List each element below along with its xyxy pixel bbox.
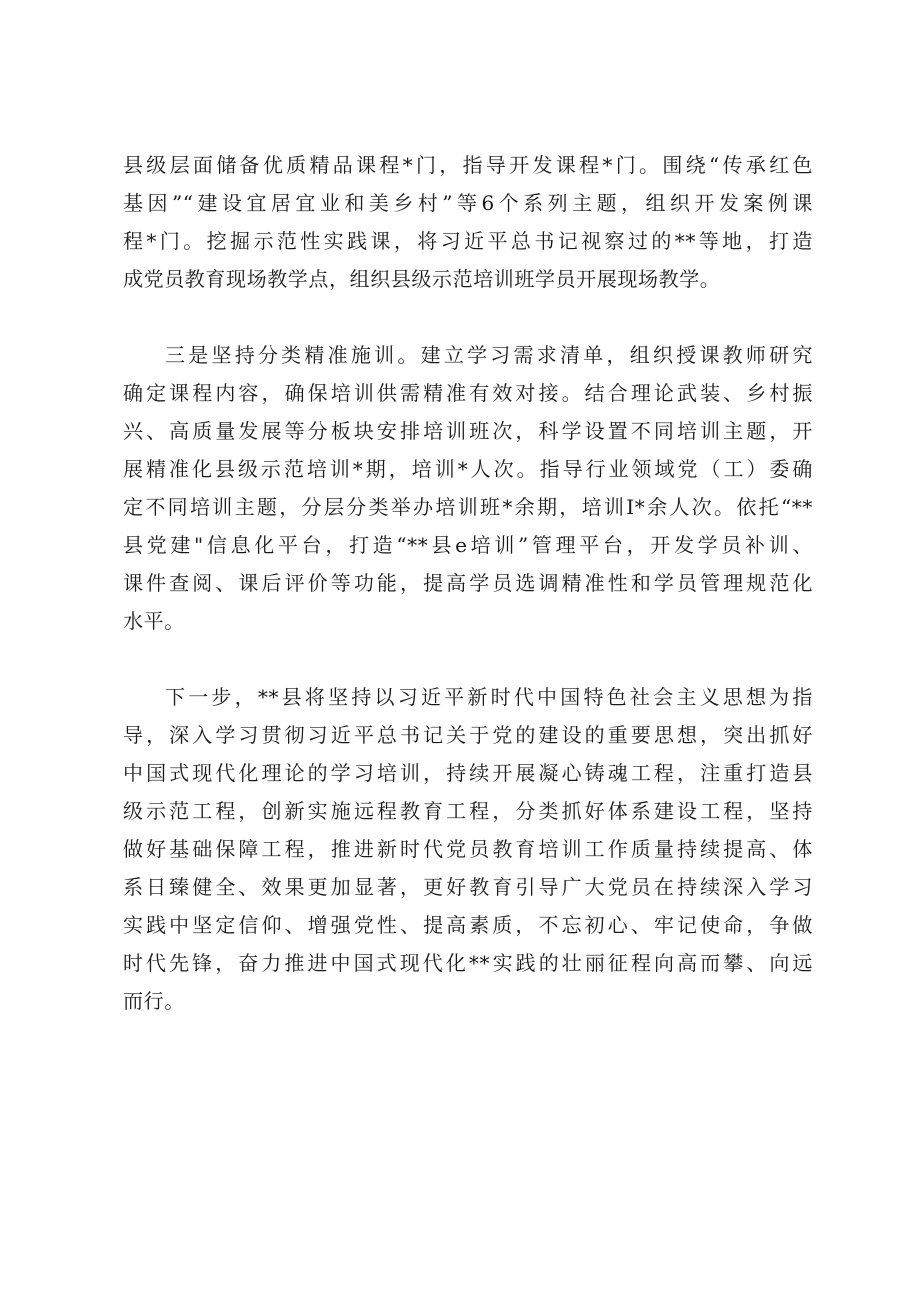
text-line: 基因”“建设宜居宜业和美乡村”等6个系列主题，组织开发案例课	[123, 191, 813, 215]
text-line: 三是坚持分类精准施训。建立学习需求清单，组织授课教师研究	[165, 343, 813, 367]
text-line: 而行。	[123, 989, 185, 1013]
paragraph-course-development	[123, 146, 813, 298]
text-line: 水平。	[123, 609, 185, 633]
paragraph-next-steps	[123, 678, 813, 1020]
text-line: 做好基础保障工程，推进新时代党员教育培训工作质量持续提高、体	[123, 837, 813, 861]
text-line: 展精准化县级示范培训*期，培训*人次。指导行业领域党（工）委确	[123, 457, 813, 481]
text-line: 系日臻健全、效果更加显著，更好教育引导广大党员在持续深入学习	[123, 875, 813, 899]
text-line: 县党建"信息化平台，打造“**县e培训”管理平台，开发学员补训、	[123, 533, 813, 557]
text-line: 课件查阅、课后评价等功能，提高学员选调精准性和学员管理规范化	[123, 571, 813, 595]
text-line: 程*门。挖掘示范性实践课，将习近平总书记视察过的**等地，打造	[123, 229, 813, 253]
text-line: 导，深入学习贯彻习近平总书记关于党的建设的重要思想，突出抓好	[123, 723, 813, 747]
text-line: 实践中坚定信仰、增强党性、提高素质，不忘初心、牢记使命，争做	[123, 913, 813, 937]
text-line: 确定课程内容，确保培训供需精准有效对接。结合理论武装、乡村振	[123, 381, 813, 405]
text-line: 级示范工程，创新实施远程教育工程，分类抓好体系建设工程，坚持	[123, 799, 813, 823]
text-line: 定不同培训主题，分层分类举办培训班*余期，培训I*余人次。依托“**	[123, 495, 813, 519]
text-line: 下一步，**县将坚持以习近平新时代中国特色社会主义思想为指	[165, 685, 813, 709]
paragraph-classified-training	[123, 336, 813, 640]
text-line: 时代先锋，奋力推进中国式现代化**实践的壮丽征程向高而攀、向远	[123, 951, 813, 975]
text-line: 兴、高质量发展等分板块安排培训班次，科学设置不同培训主题，开	[123, 419, 813, 443]
text-line: 县级层面储备优质精品课程*门，指导开发课程*门。围绕“传承红色	[123, 153, 813, 177]
text-line: 中国式现代化理论的学习培训，持续开展凝心铸魂工程，注重打造县	[123, 761, 813, 785]
text-line: 成党员教育现场教学点，组织县级示范培训班学员开展现场教学。	[123, 267, 721, 291]
